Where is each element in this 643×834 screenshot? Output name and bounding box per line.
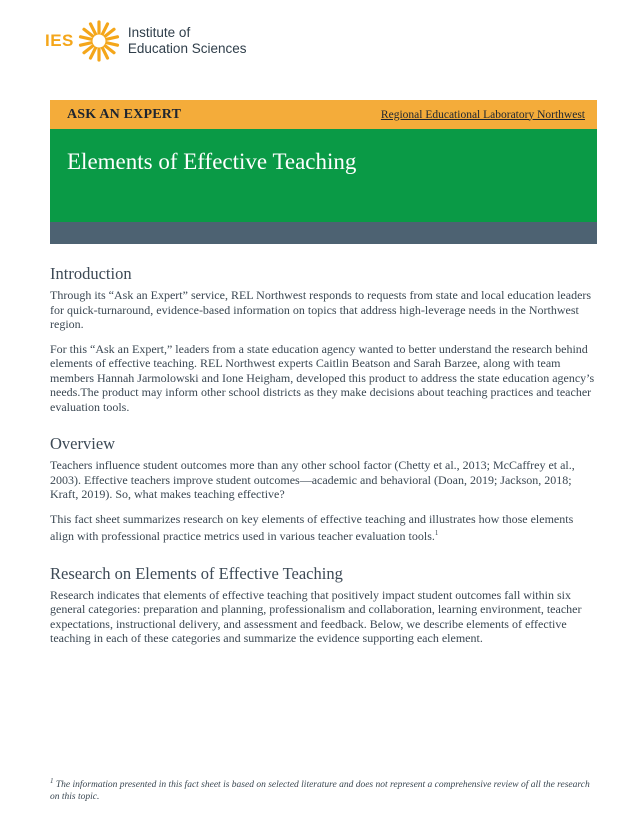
- header-banner: [50, 100, 597, 244]
- overview-section: [50, 434, 598, 544]
- footnote-marker: 1: [50, 777, 54, 785]
- overview-paragraph-1: Teachers influence student outcomes more than any other school factor (Chetty et al., 2013; McCaffrey et al., 2003). Effective teachers improve student outcomes—academic and behavioral (Doan, 2019; Jackson, 2018; Kraft, 2019). So, what makes teaching effective?: [50, 458, 575, 501]
- banner-bottom-bar: [50, 222, 597, 244]
- logo-name-line1: Institute of: [127, 25, 191, 40]
- footnote-reference[interactable]: 1: [434, 529, 439, 537]
- footnote: [50, 776, 598, 803]
- logo-name-line2: Education Sciences: [127, 41, 247, 56]
- sunburst-icon: [76, 18, 122, 64]
- introduction-heading: Introduction: [50, 264, 132, 283]
- footnote-text: The information presented in this fact sheet is based on selected literature and does not represent a comprehensive review of all the research on this topic.: [50, 780, 590, 802]
- research-paragraph-1: Research indicates that elements of effective teaching that positively impact student outcomes fall within six general categories: preparation and planning, professionalism and collaboration, learning environment, teacher expectations, instructional delivery, and assessment and feedback. Below, we describe elements of effective teaching in each of these categories and summarize the evidence supporting each element.: [50, 587, 582, 645]
- introduction-section: [50, 264, 598, 414]
- introduction-paragraph-2: For this “Ask an Expert,” leaders from a state education agency wanted to better understand the research behind elements of effective teaching. REL Northwest experts Caitlin Beatson and Sarah Barzee, along with team members Hannah Jarmolowski and Ione Heigham, developed this product to address the state education agency’s needs.The product may inform other school districts as they make decisions about teaching practices and teacher evaluation tools.: [50, 341, 595, 414]
- introduction-paragraph-1: Through its “Ask an Expert” service, REL Northwest responds to requests from state and local education leaders for quick-turnaround, evidence-based information on topics that address high-leverage needs in the Northwest region.: [50, 288, 592, 331]
- banner-label-bar: [50, 100, 597, 129]
- rel-northwest-link[interactable]: Regional Educational Laboratory Northwest: [380, 108, 585, 121]
- ies-logo[interactable]: [45, 16, 246, 66]
- overview-heading: Overview: [50, 434, 116, 453]
- overview-paragraph-2-text: This fact sheet summarizes research on key elements of effective teaching and illustrates how those elements align with professional practice metrics used in various teacher evaluation tools.: [50, 511, 574, 543]
- main-content: [50, 264, 598, 666]
- research-section: [50, 564, 598, 646]
- ies-logo-name: [128, 25, 247, 57]
- banner-title-box: [50, 129, 597, 222]
- overview-paragraph-2: [50, 512, 598, 544]
- ask-an-expert-label: ASK AN EXPERT: [67, 106, 182, 122]
- research-heading: Research on Elements of Effective Teaching: [50, 563, 343, 583]
- page-title: Elements of Effective Teaching: [67, 149, 357, 174]
- ies-logo-mark: IES: [45, 31, 74, 50]
